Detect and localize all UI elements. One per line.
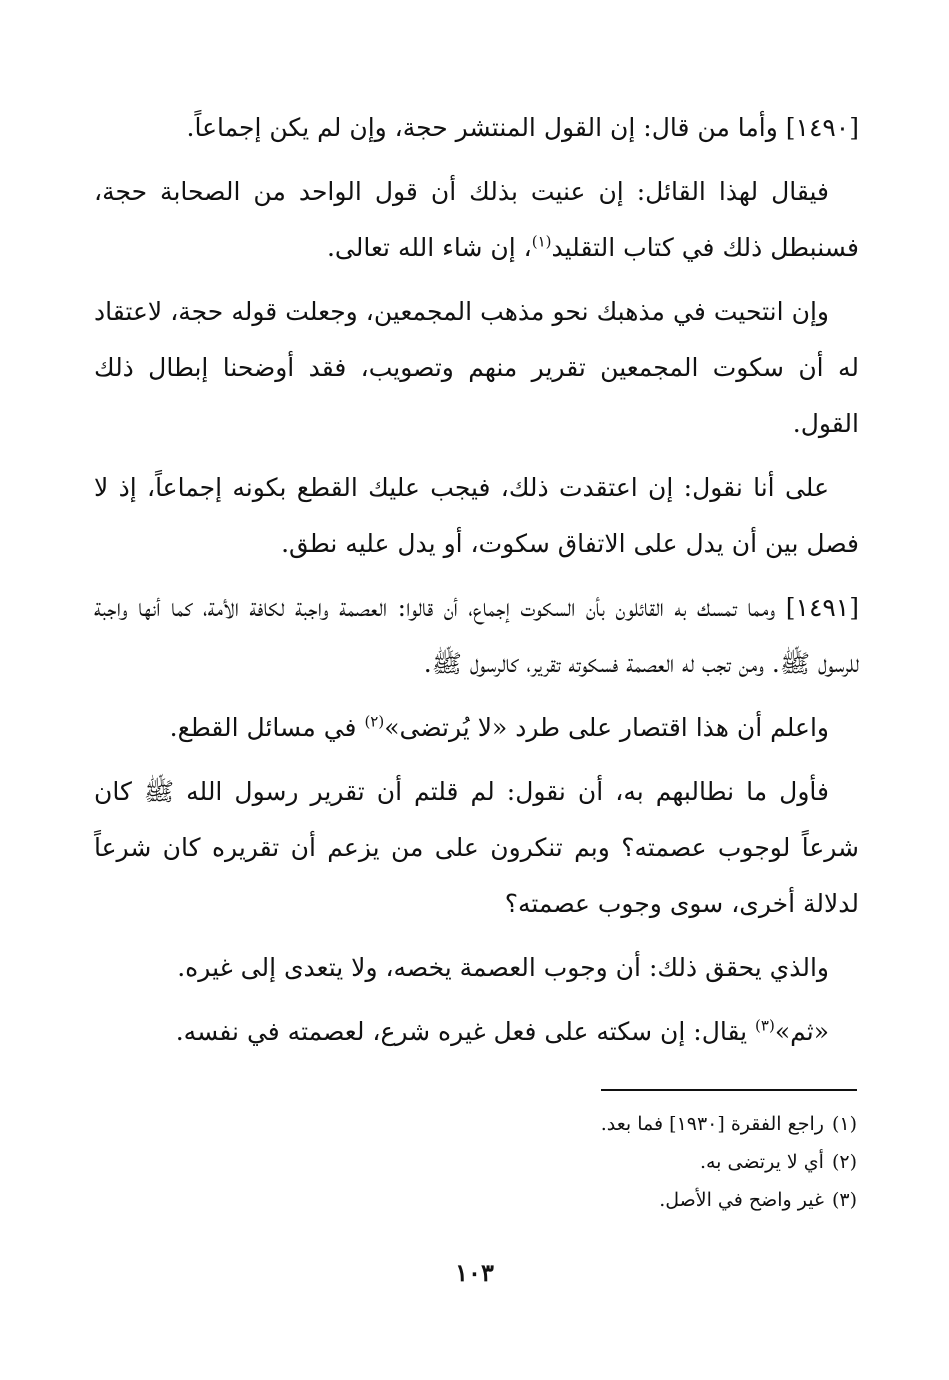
paragraph-9 [94, 1004, 859, 1060]
footnote-3 [97, 1181, 857, 1219]
footnote-marker-1: (١) [531, 232, 552, 251]
footnote-number: (١) [831, 1113, 857, 1135]
footnote-text: غير واضح في الأصل. [659, 1189, 824, 1211]
footnote-marker-3: (٣) [755, 1016, 775, 1035]
paragraph-tail: في مسائل القطع. [169, 713, 365, 742]
footnote-number: (٢) [831, 1151, 857, 1173]
paragraph-text: على أنا نقول: إن اعتقدت ذلك، فيجب عليك القطع بكونه إجماعاً، إذ لا فصل بين أن يدل على الاتفاق سكوت، أو يدل عليه نطق. [94, 473, 859, 558]
paragraph-text: [١٤٩٠] وأما من قال: إن القول المنتشر حجة، وإن لم يكن إجماعاً. [186, 113, 859, 142]
footnote-text: أي لا يرتضى به. [699, 1151, 824, 1173]
footnote-number: (٣) [831, 1189, 857, 1211]
footnote-divider [601, 1089, 857, 1091]
paragraph-8 [94, 940, 859, 996]
paragraph-text: [١٤٩١] ومما تمسك به القائلون بأن السكوت إجماع، أن قالوا: العصمة واجبة لكافة الأمة، كما أنها واجبة للرسول ﷺ. ومن تجب له العصمة فسكوته تقرير، كالرسول ﷺ. [94, 593, 859, 678]
paragraph-5 [94, 580, 859, 692]
footnote-1 [97, 1105, 857, 1143]
footnote-2 [97, 1143, 857, 1181]
paragraph-1 [94, 100, 859, 156]
paragraph-3 [94, 284, 859, 452]
footnotes-block [97, 1105, 857, 1219]
paragraph-text: وإن انتحيت في مذهبك نحو مذهب المجمعين، وجعلت قوله حجة، لاعتقاد له أن سكوت المجمعين تقرير منهم وتصويب، فقد أوضحنا إبطال ذلك القول. [94, 297, 859, 438]
main-text-block [94, 100, 859, 1068]
paragraph-text: «ثم» [774, 1017, 829, 1046]
paragraph-4 [94, 460, 859, 572]
paragraph-text: واعلم أن هذا اقتصار على طرد «لا يُرتضى» [384, 713, 829, 742]
paragraph-tail: ، إن شاء الله تعالى. [326, 233, 532, 262]
paragraph-tail: يقال: إن سكته على فعل غيره شرع، لعصمته في نفسه. [175, 1017, 756, 1046]
footnote-marker-2: (٢) [364, 712, 385, 731]
footnote-text: راجع الفقرة [١٩٣٠] فما بعد. [600, 1113, 824, 1135]
paragraph-text: فيقال لهذا القائل: إن عنيت بذلك أن قول الواحد من الصحابة حجة، فسنبطل ذلك في كتاب التقليد [94, 177, 859, 262]
paragraph-text: فأول ما نطالبهم به، أن نقول: لم قلتم أن تقرير رسول الله ﷺ كان شرعاً لوجوب عصمته؟ وبم تنكرون على من يزعم أن تقريره كان شرعاً لدلالة أخرى، سوى وجوب عصمته؟ [94, 777, 859, 918]
page-number: ١٠٣ [455, 1258, 494, 1287]
paragraph-6 [94, 700, 859, 756]
paragraph-text: والذي يحقق ذلك: أن وجوب العصمة يخصه، ولا يتعدى إلى غيره. [177, 953, 829, 982]
paragraph-7 [94, 764, 859, 932]
paragraph-2 [94, 164, 859, 276]
